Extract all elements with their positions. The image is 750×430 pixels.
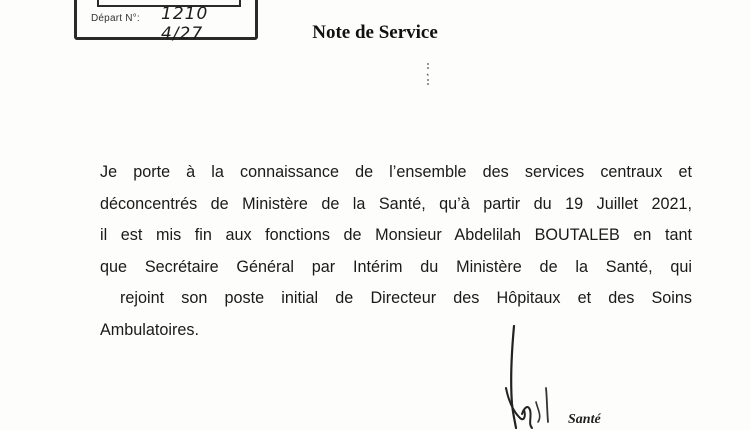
body-line: Je porte à la connaissance de l’ensemble des services centraux et [100,163,692,181]
body-line: déconcentrés de Ministère de la Santé, qu’à partir du 19 Juillet 2021, [100,194,692,213]
document-body [100,157,692,346]
body-line: Ambulatoires. [100,320,199,339]
signature-caption: Santé [568,412,601,427]
body-line: que Secrétaire Général par Intérim du Ministère de la Santé, qui [100,257,692,276]
stamp-label: Départ N°: [91,13,140,24]
document-title: Note de Service [312,22,438,43]
body-line: rejoint son poste initial de Directeur des Hôpitaux et des Soins [120,289,692,307]
stamp-number: 1210 4/27 [161,4,209,44]
body-line: il est mis fin aux fonctions de Monsieur Abdelilah BOUTALEB en tant [100,226,692,244]
ink-mark [424,62,432,86]
